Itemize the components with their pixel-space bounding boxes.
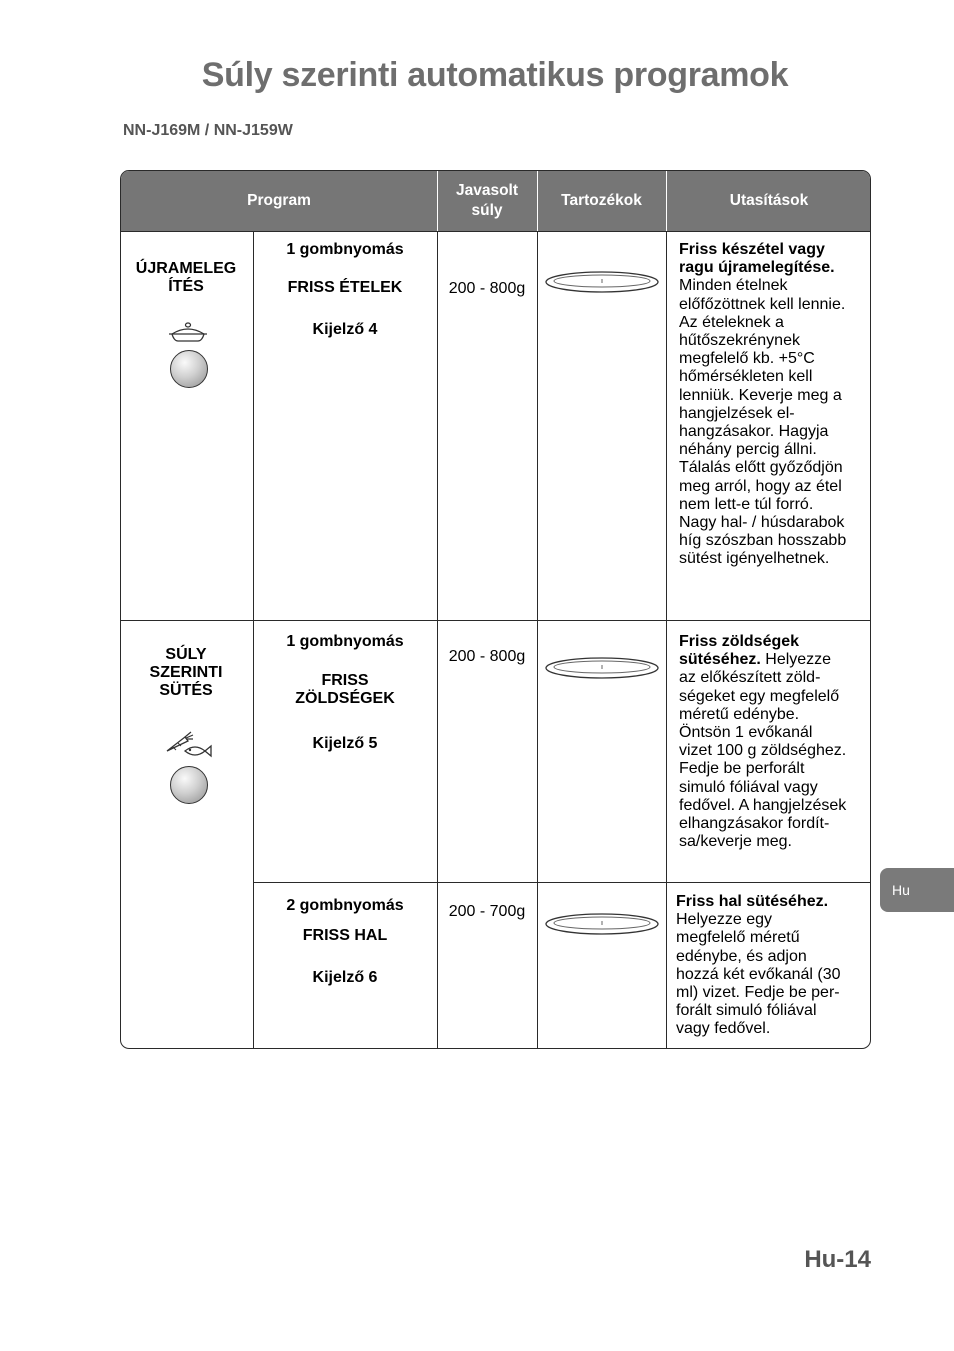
header-divider [437, 171, 438, 231]
press-count: 1 gombnyomás [286, 633, 404, 650]
display-number: Kijelző 4 [312, 321, 378, 338]
display-number: Kijelző 6 [312, 969, 378, 986]
press-count: 1 gombnyomás [286, 241, 404, 258]
header-divider [666, 171, 667, 231]
category-label: SÚLY SZERINTI SÜTÉS [149, 646, 223, 700]
language-tab[interactable]: Hu [880, 868, 954, 912]
press-count: 2 gombnyomás [286, 897, 404, 914]
table-header [121, 171, 870, 232]
header-divider [537, 171, 538, 231]
weight-range: 200 - 800g [448, 280, 526, 297]
header-weight-line1: Javasolt [455, 182, 519, 199]
column-divider [437, 231, 438, 1048]
program-name: FRISS HAL [302, 927, 388, 944]
glass-tray-icon [543, 911, 661, 937]
header-program: Program [247, 192, 311, 209]
covered-dish-icon [166, 321, 210, 345]
glass-tray-icon [543, 269, 661, 295]
header-weight-line2: súly [471, 202, 503, 219]
display-number: Kijelző 5 [312, 735, 378, 752]
row-divider [121, 620, 870, 621]
instructions: Friss készétel vagy ragu újramelegítése. Minden ételnek előfőzöttnek kell lennie. Az ételeknek a hűtőszekrénynek megfelelő kb. +5°C hőmérsékleten kell lenniük. Keverje meg a hangjelzések el- hangzásakor. Hagyja néhány percig állni. Tálalás előtt győződjön meg arról, hogy az étel nem lett-e túl forró. Nagy hal- / húsdarabok híg szószban hosszabb sütést igényelhetnek. [679, 241, 847, 568]
instructions: Friss zöldségek sütéséhez. Helyezze az előkészített zöld- ségeket egy megfelelő méretű edénybe. Öntsön 1 evőkanál vizet 100 g zöldséghez. Fedje be perforált simuló fóliával vagy fedővel. A hangjelzések elhangzásakor fordít- sa/keverje meg. [679, 633, 847, 851]
header-accessories: Tartozékok [561, 192, 642, 209]
column-divider [666, 231, 667, 1048]
page-title: Súly szerinti automatikus programok [201, 56, 789, 94]
program-name: FRISS ÉTELEK [287, 279, 403, 296]
glass-tray-icon [543, 655, 661, 681]
dial-icon [170, 350, 208, 388]
weight-range: 200 - 800g [448, 648, 526, 665]
header-weight [437, 171, 537, 231]
header-instructions: Utasítások [729, 192, 809, 209]
dial-icon [170, 766, 208, 804]
column-divider [537, 231, 538, 1048]
model-number: NN-J169M / NN-J159W [123, 122, 293, 139]
category-label: ÚJRAMELEG ÍTÉS [135, 260, 237, 296]
program-table [120, 170, 871, 1049]
program-name: FRISS ZÖLDSÉGEK [295, 672, 395, 708]
row-divider [253, 882, 871, 883]
page-number: Hu-14 [804, 1246, 871, 1273]
vegetable-fish-icon [163, 729, 213, 763]
instructions: Friss hal sütéséhez. Helyezze egy megfelelő méretű edénybe, és adjon hozzá két evőkanál (30 ml) vizet. Fedje be per- forált simuló fóliával vagy fedővel. [676, 893, 841, 1038]
weight-range: 200 - 700g [448, 903, 526, 920]
